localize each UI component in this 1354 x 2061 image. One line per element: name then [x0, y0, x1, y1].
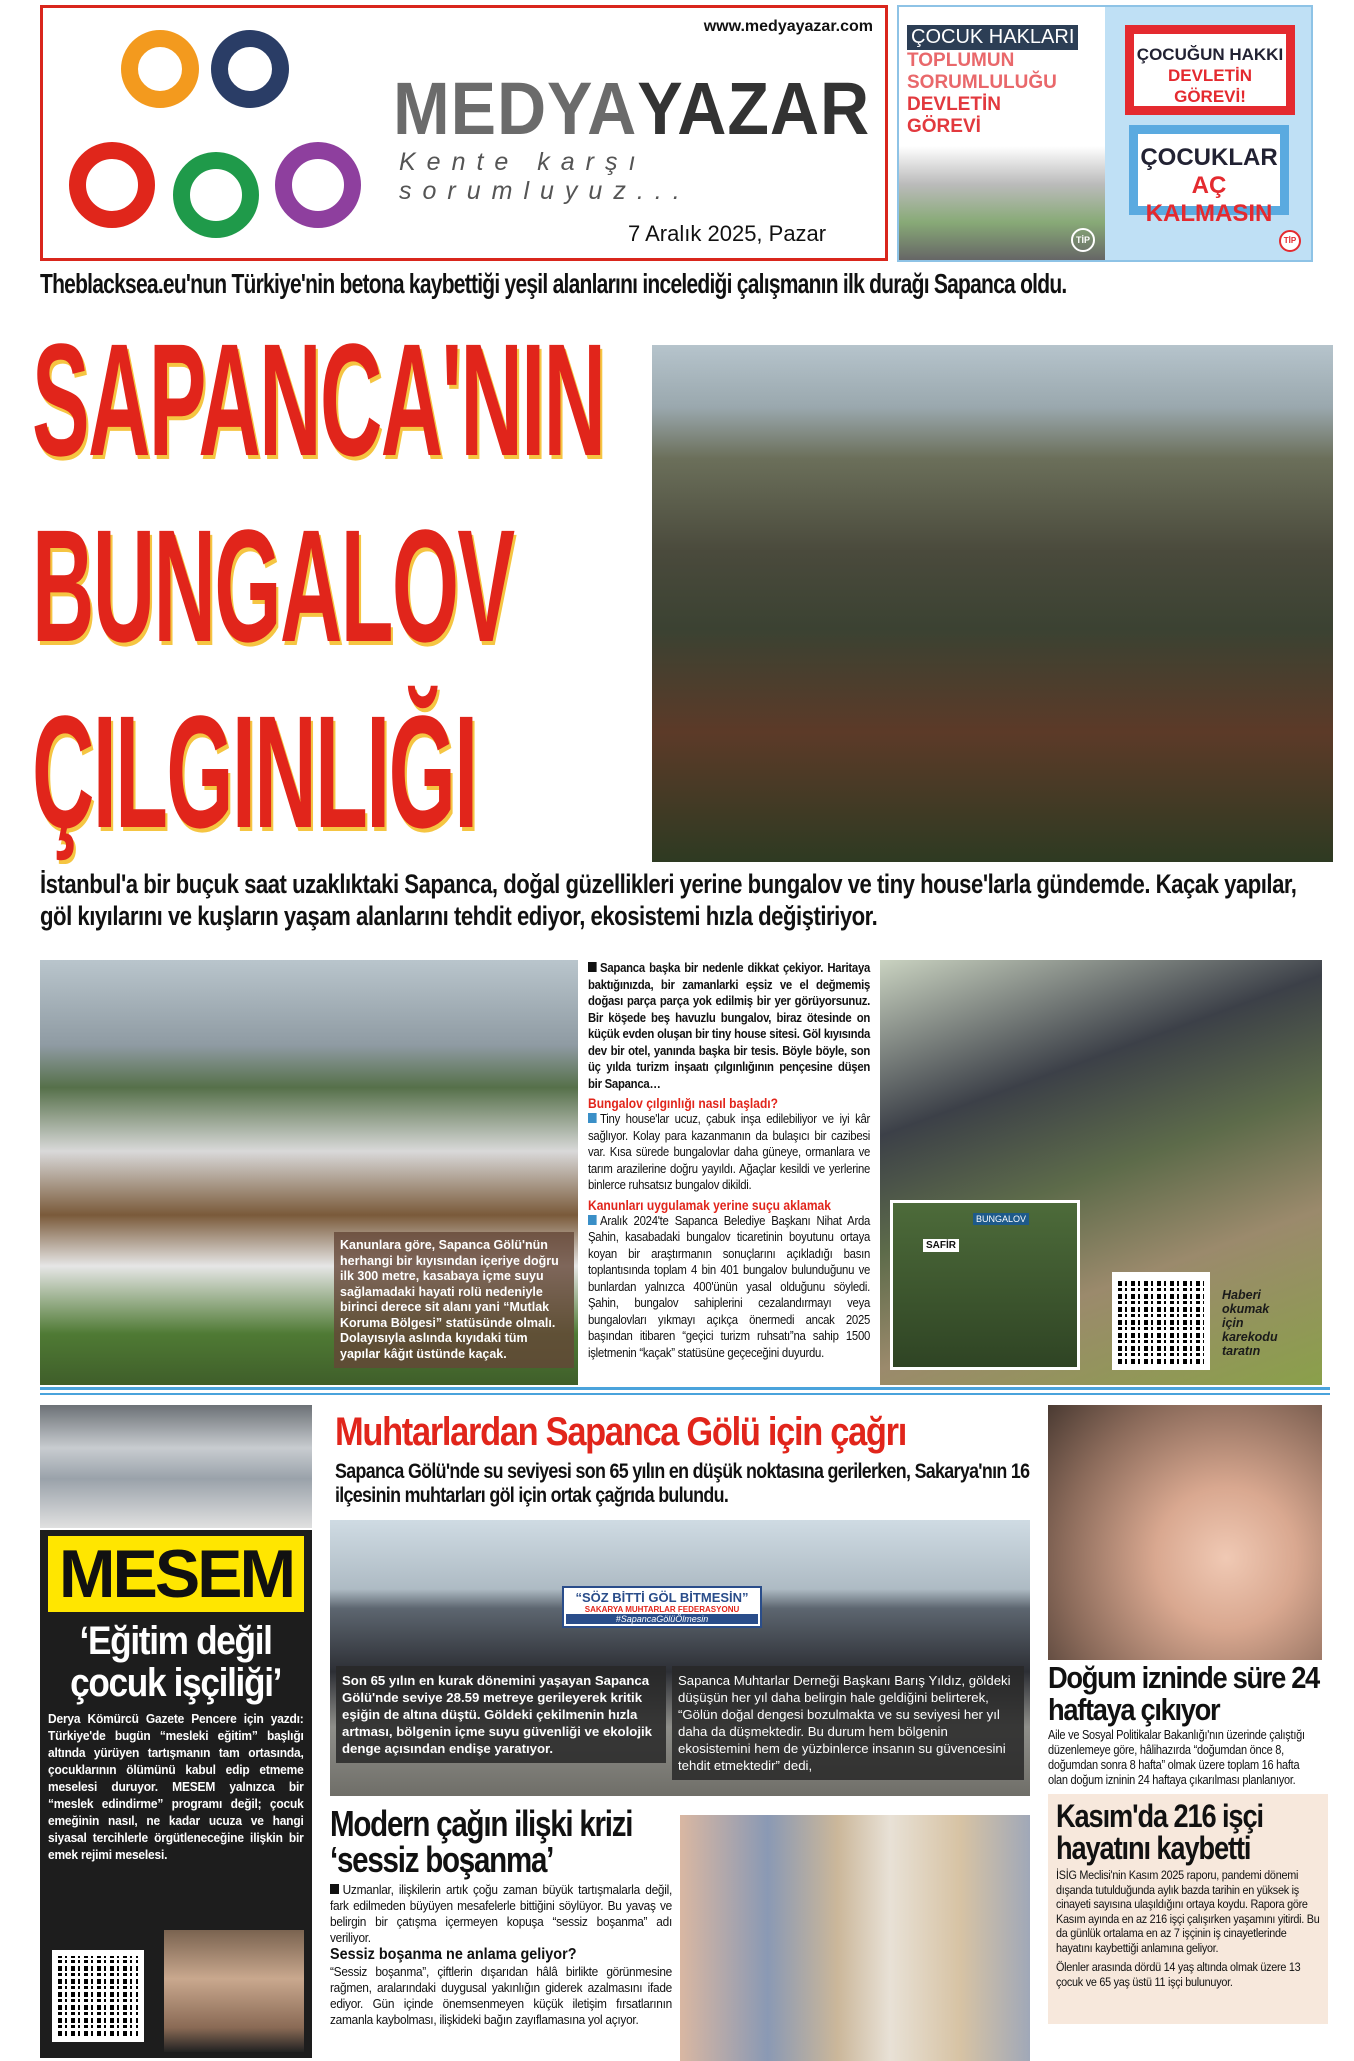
sessiz-article [330, 1803, 675, 2028]
section-body: Tiny house'lar ucuz, çabuk inşa edilebiliyor ve iyi kâr sağlıyor. Kolay para kazanmanın da bulaşıcı bir cazibesi var. Kısa sürede bungalovlar daha güneye, ormanlara ve tarım arazilerine doğru yayıldı. Ağaçlar kesildi ve yerlerine binlerce ruhsatsız bungalov dikildi. [588, 1111, 871, 1192]
sign-label: SAFİR [923, 1239, 959, 1252]
issue-date: 7 Aralık 2025, Pazar [628, 221, 827, 246]
section-text [588, 1111, 870, 1194]
site-url[interactable]: www.medyayazar.com [703, 18, 873, 35]
muhtar-text-col2: Sapanca Muhtarlar Derneği Başkanı Barış Yıldız, göldeki düşüşün her yıl daha belirgin hale geldiğini belirterek, “Gölün doğal dengesi bozulmakta ve su seviyesi her yıl daha da düşmektedir. Bu durum hem bölgenin ekosistemini hem de yüzbinlerce insanın su güvencesini tehdit etmektedir” dedi, [672, 1666, 1024, 1780]
bullet-icon [588, 1113, 597, 1123]
muhtar-subtitle: Sapanca Gölü'nde su seviyesi son 65 yılın en düşük noktasına gerilerken, Sakarya'nın 16 ilçesinin muhtarları göl için ortak çağrıda bulundu. [335, 1460, 1030, 1507]
qr-code[interactable] [1112, 1272, 1210, 1370]
section-heading: Bungalov çılgınlığı nasıl başladı? [588, 1095, 779, 1111]
sessiz-title: Modern çağın ilişki krizi ‘sessiz boşanma’ [330, 1803, 633, 1880]
ad-line: SORUMLULUĞU [907, 72, 1057, 93]
bungalow-aerial-photo [652, 345, 1333, 862]
headline-line: ÇILGINLIĞI [32, 682, 477, 861]
bullet-icon [330, 1884, 339, 1894]
banner-org: SAKARYA MUHTARLAR FEDERASYONU [584, 1605, 740, 1614]
section-heading: Kanunları uygulamak yerine suçu aklamak [588, 1196, 831, 1213]
right-column [1048, 1662, 1328, 2024]
mesem-box [40, 1530, 312, 2058]
headline-line: BUNGALOV [32, 496, 514, 675]
brand-light: MEDYA [393, 67, 638, 150]
lead-intro [588, 960, 870, 1092]
sign-text: DEVLETİN GÖREVİ! [1167, 66, 1253, 106]
bullet-icon [588, 1215, 597, 1225]
sign-text: ÇOCUKLAR [1140, 144, 1278, 171]
brand-bold: YAZAR [637, 67, 871, 150]
author-photo [164, 1930, 304, 2052]
intro-text: Uzmanlar, ilişkilerin artık çoğu zaman büyük tartışmalarla değil, fark edilmeden büyüyen mesafelerle bittiğini söylüyor. Bu yavaş ve belirgin bir çatışma içermeyen kopuşa “sessiz boşanma” adı veriliyor. [330, 1882, 672, 1945]
mesem-kicker: MESEM [48, 1536, 304, 1612]
ad-left-panel [899, 7, 1105, 260]
muhtar-text-col1: Son 65 yılın en kurak dönemini yaşayan Sapanca Gölü'nde seviye 28.59 metreye gerileyerek kritik eşiğin de altına düştü. Göldeki çekilmenin hızla artması, bölgenin içme suyu güvenliği ve ekolojik denge açısından endişe yaratıyor. [336, 1666, 666, 1763]
kasim-text: Ölenler arasında dördü 14 yaş altında olmak üzere 13 çocuk ve 65 yaş üstü 11 işçi bulunuyor. [1056, 1960, 1301, 1989]
sessiz-body [330, 1882, 672, 2028]
sign-label: BUNGALOV [973, 1213, 1029, 1225]
ad-line: TOPLUMUN [907, 50, 1015, 71]
muhtars-lakeside-photo [330, 1520, 1030, 1796]
ad-tag: ÇOCUK HAKLARI [907, 25, 1078, 50]
ad-line: DEVLETİN [907, 94, 1001, 115]
photo-caption: Kanunlara göre, Sapanca Gölü'nün herhangi bir kıyısından içeriye doğru ilk 300 metre, kasabaya içme suyu sağlamadaki hayati rolü nedeniyle birinci derece sit alanı yani “Mutlak Koruma Bölgesi” statüsünde olmalı. Dolayısıyla aslında kıyıdaki tüm yapılar kâğıt üstünde kaçak. [334, 1232, 574, 1368]
section-divider [40, 1387, 1330, 1395]
ad-line: GÖREVİ [907, 116, 981, 137]
sign-text: ÇOCUĞUN HAKKI [1136, 45, 1284, 64]
party-logo: TİP [1071, 228, 1095, 252]
lead-kicker: Theblacksea.eu'nun Türkiye'nin betona kaybettiği yeşil alanlarını incelediği çalışmanın ilk durağı Sapanca oldu. [40, 268, 1067, 299]
headline-line: SAPANCA'NIN [32, 310, 605, 489]
kasim-title: Kasım'da 216 işçi hayatını kaybetti [1056, 1798, 1263, 1866]
sessiz-subheading: Sessiz boşanma ne anlama geliyor? [330, 1946, 577, 1963]
bullet-icon [588, 962, 597, 972]
kasim-box [1048, 1794, 1328, 2024]
sign-text: AÇ KALMASIN [1145, 172, 1273, 227]
qr-caption: Haberi okumak için karekodu taratın [1222, 1288, 1278, 1358]
advertisement[interactable] [897, 5, 1313, 262]
mesem-title: ‘Eğitim değil çocuk işçiliği’ [70, 1619, 282, 1705]
banner-text: “SÖZ BİTTİ GÖL BİTMESİN” [575, 1590, 749, 1605]
workshop-photo [40, 1405, 312, 1528]
party-logo: TİP [1279, 230, 1301, 252]
sessiz-intro [330, 1882, 672, 1946]
dogum-text: Aile ve Sosyal Politikalar Bakanlığı'nın üzerinde çalıştığı düzenlemeye göre, hâlihazırda “doğumdan önce 8, doğumdan sonra 8 hafta” olmak üzere toplam 16 hafta olan doğum izninin 24 haftaya çıkarılması planlanıyor. [1048, 1728, 1305, 1787]
brand-name [393, 66, 870, 151]
masthead [40, 5, 888, 261]
signpost-photo [890, 1200, 1080, 1370]
ad-sign-top [1125, 25, 1295, 115]
section-text [588, 1213, 870, 1362]
ad-right-panel [1105, 7, 1311, 260]
qr-code[interactable] [52, 1950, 144, 2042]
muhtar-title: Muhtarlardan Sapanca Gölü için çağrı [335, 1410, 906, 1454]
lead-body [588, 960, 870, 1361]
section-body: Aralık 2024'te Sapanca Belediye Başkanı Nihat Arda Şahin, kasabadaki bungalov ticaretinin boyutunu ortaya koyan bir araştırmanın sonuçlarını açıkladığı basın toplantısında toplam 4 bin 401 bungalov bulunduğunu ve bunlardan yalnızca 400'ünün yasal olduğunu söyledi. Şahin, bungalov sahiplerini cezalandırmayı veya bungalovları yıkmayı açıkça önermedi ancak 2025 başından itibaren “geçici turizm ruhsatı”na sahip 1500 işletmenin “kaçak” statüsüne geçeceğini duyurdu. [588, 1212, 871, 1360]
banner-hashtag: #SapancaGölüÖlmesin [566, 1614, 758, 1624]
lead-summary: İstanbul'a bir buçuk saat uzaklıktaki Sapanca, doğal güzellikleri yerine bungalov ve tiny house'larla gündemde. Kaçak yapılar, göl kıyılarını ve kuşların yaşam alanlarını tehdit ediyor, ekosistemi hızla değiştiriyor. [40, 869, 1297, 931]
intro-text: Sapanca başka bir nedenle dikkat çekiyor. Haritaya baktığınızda, bir zamanlarki eşsiz ve el değmemiş doğası parça parça yok edilmiş bir yer görüyorsunuz. Bir köşede beş havuzlu bungalov, biraz ötesinde on küçük evden oluşan bir tiny house sitesi. Göl kıyısında dev bir otel, yanında başka bir tesis. Böyle böyle, son üç yılda turizm inşaatı çılgınlığının pençesine düşen bir Sapanca… [588, 960, 871, 1091]
tagline: Kente karşı sorumluyuz... [399, 148, 691, 205]
mesem-text: Derya Kömürcü Gazete Pencere için yazdı: Türkiye'de bugün “mesleki eğitim” başlığı altında yürüyen tartışmanın tam ortasında, çocuklarının ölümünü kabul edip etmeme meselesi duruyor. MESEM yalnızca bir “meslek edindirme” programı değil; çocuk emeğinin nasıl, ne kadar ucuza ve hangi siyasal tercihlerle örgütleneceğine ilişkin bir emek rejimi meselesi. [48, 1711, 304, 1862]
kasim-text: İSİG Meclisi'nin Kasım 2025 raporu, pandemi dönemi dışanda tutulduğunda aylık bazda tarihin en yüksek iş cinayeti sayısına ulaşıldığını ortaya koydu. Rapora göre Kasım ayında en az 216 işçi çalışırken yaşamını yitirdi. Bu da günlük ortalama en az 7 işçinin iş cinayetlerinde hayatını kaybettiği anlamına geliyor. [1056, 1868, 1320, 1955]
sessiz-text: “Sessiz boşanma”, çiftlerin dışarıdan hâlâ birlikte görünmesine rağmen, aralarındaki duygusal yakınlığın giderek azalmasını ifade ediyor. Gün içinde önemsenmeyen küçük iletişim fırsatlarının zamanla kaybolması, ilişkideki bağın zayıflamasına yol açıyor. [330, 1964, 672, 2027]
ad-sign-bottom [1129, 125, 1289, 227]
couple-photo [680, 1815, 1030, 2061]
newborn-photo [1048, 1405, 1322, 1660]
logo-icon [61, 22, 381, 250]
protest-banner [562, 1586, 762, 1628]
dogum-title: Doğum izninde süre 24 haftaya çıkıyor [1048, 1660, 1319, 1727]
